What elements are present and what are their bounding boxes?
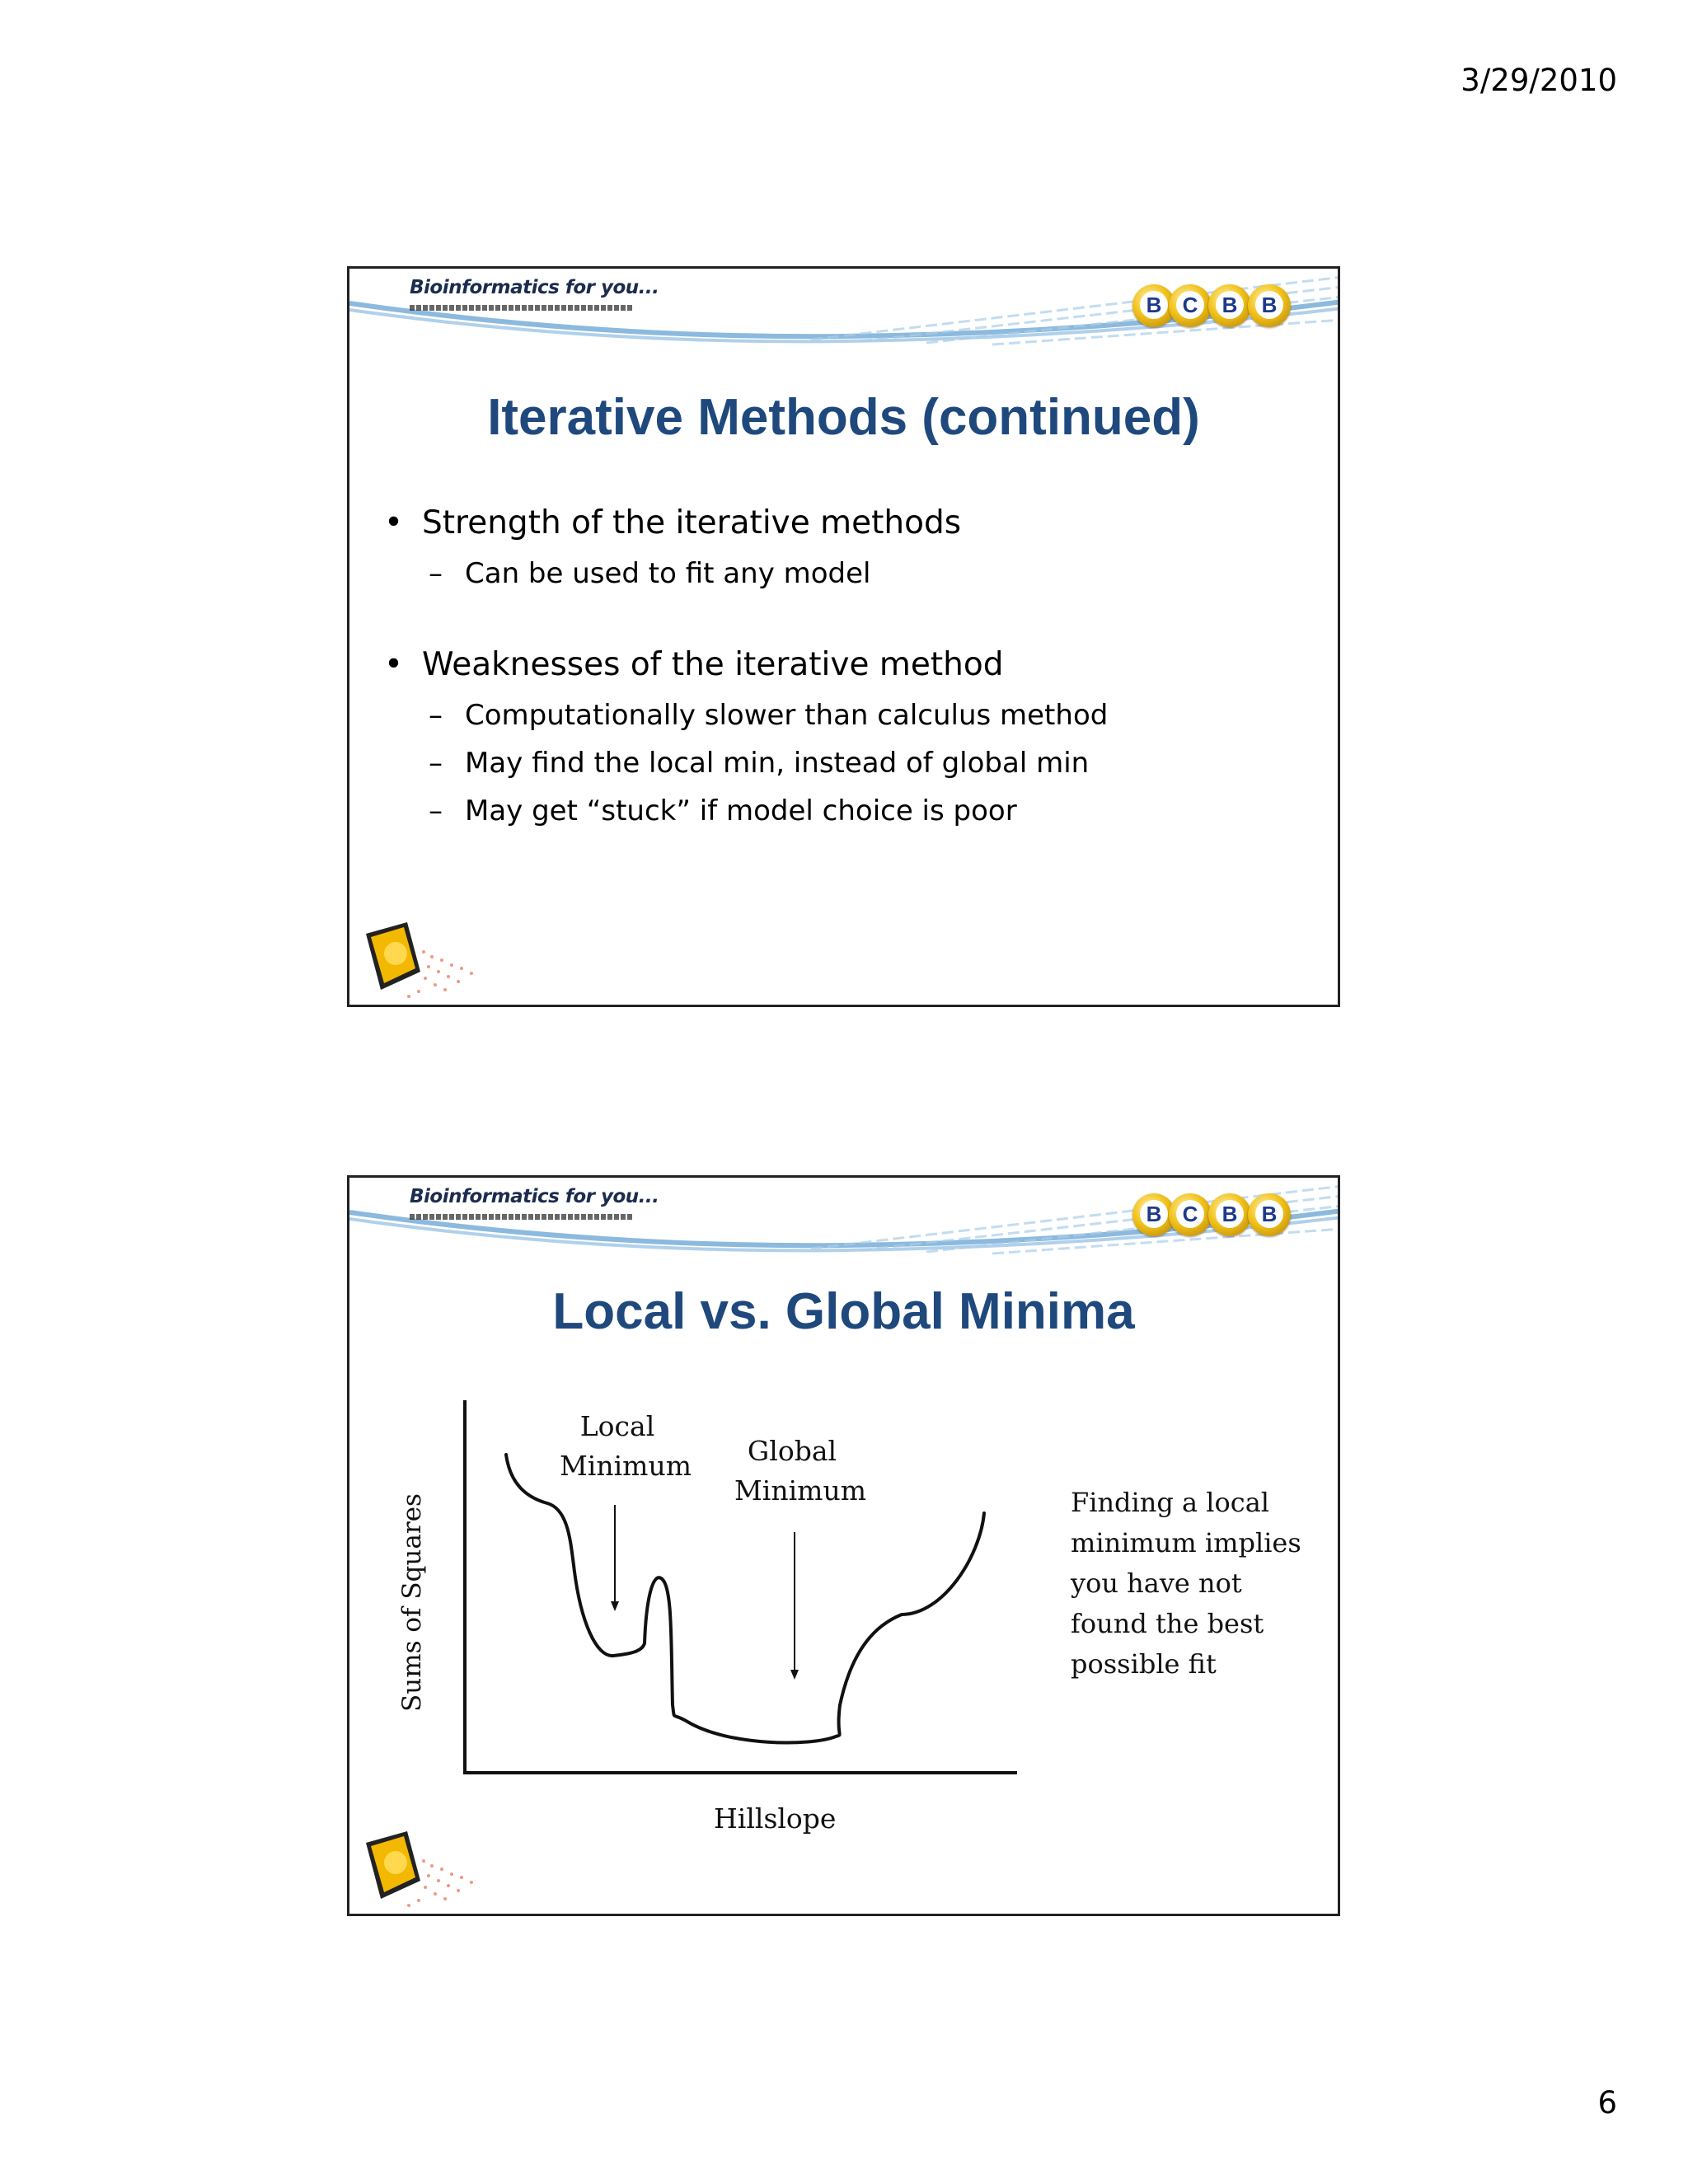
bullet-item [384,645,1307,685]
logo-letter: B [1216,291,1244,319]
logo-letter: B [1255,291,1283,319]
banner-title: Bioinformatics for you... [410,1186,659,1207]
label-line: Minimum [560,1450,692,1482]
bullet-text: Strength of the iterative methods [422,504,962,541]
label-line: Global [747,1435,837,1467]
sub-bullet-text: Computationally slower than calculus method [465,699,1109,732]
slide-local-vs-global-minima [347,1175,1340,1916]
sub-bullet-text: Can be used to fit any model [465,557,871,590]
global-arrow-head [790,1670,799,1680]
bullet-mark: • [384,646,404,683]
note-line: possible fit [1071,1648,1217,1680]
sub-bullet-mark: – [429,699,443,732]
logo-letter: B [1216,1200,1244,1228]
note-line: minimum implies [1071,1527,1301,1558]
logo-letter: B [1140,291,1168,319]
sub-bullet-text: May find the local min, instead of global min [465,747,1090,780]
label-line: Minimum [734,1474,866,1507]
slide-iterative-methods [347,266,1340,1007]
sub-bullet-item [384,550,1307,598]
logo-letter: C [1176,1200,1204,1228]
sub-bullet-item [384,691,1307,739]
sub-bullet-mark: – [429,747,443,780]
slide-title: Iterative Methods (continued) [487,389,1200,446]
logo-letter: B [1255,1200,1283,1228]
logo-letter: C [1176,291,1204,319]
banner-subtitle-graphic [410,305,632,311]
bullet-list [384,504,1307,835]
sub-bullet-item [384,739,1307,787]
slide-title: Local vs. Global Minima [552,1283,1135,1340]
bullet-item [384,504,1307,543]
laptop-icon [356,1828,484,1910]
logo-letter: B [1140,1200,1168,1228]
local-minimum-label [560,1407,692,1486]
bullet-text: Weaknesses of the iterative method [422,646,1004,683]
label-line: Local [579,1410,655,1442]
note-line: found the best [1071,1608,1264,1639]
sub-bullet-mark: – [429,557,443,590]
sub-bullet-text: May get “stuck” if model choice is poor [465,794,1017,827]
note-line: Finding a local [1071,1487,1270,1518]
bullet-mark: • [384,504,404,541]
page-date: 3/29/2010 [1461,63,1617,98]
page-number: 6 [1597,2085,1617,2121]
sub-bullet-item [384,787,1307,835]
laptop-icon [356,919,484,1001]
slide-banner [349,269,1338,351]
local-arrow-head [611,1601,619,1611]
sub-bullet-mark: – [429,794,443,827]
slide-note [1071,1483,1301,1685]
y-axis-label: Sums of Squares [397,1493,427,1712]
banner-title: Bioinformatics for you... [410,277,659,298]
note-line: you have not [1071,1568,1242,1599]
global-minimum-label [734,1432,866,1511]
x-axis-label: Hillslope [714,1802,837,1835]
